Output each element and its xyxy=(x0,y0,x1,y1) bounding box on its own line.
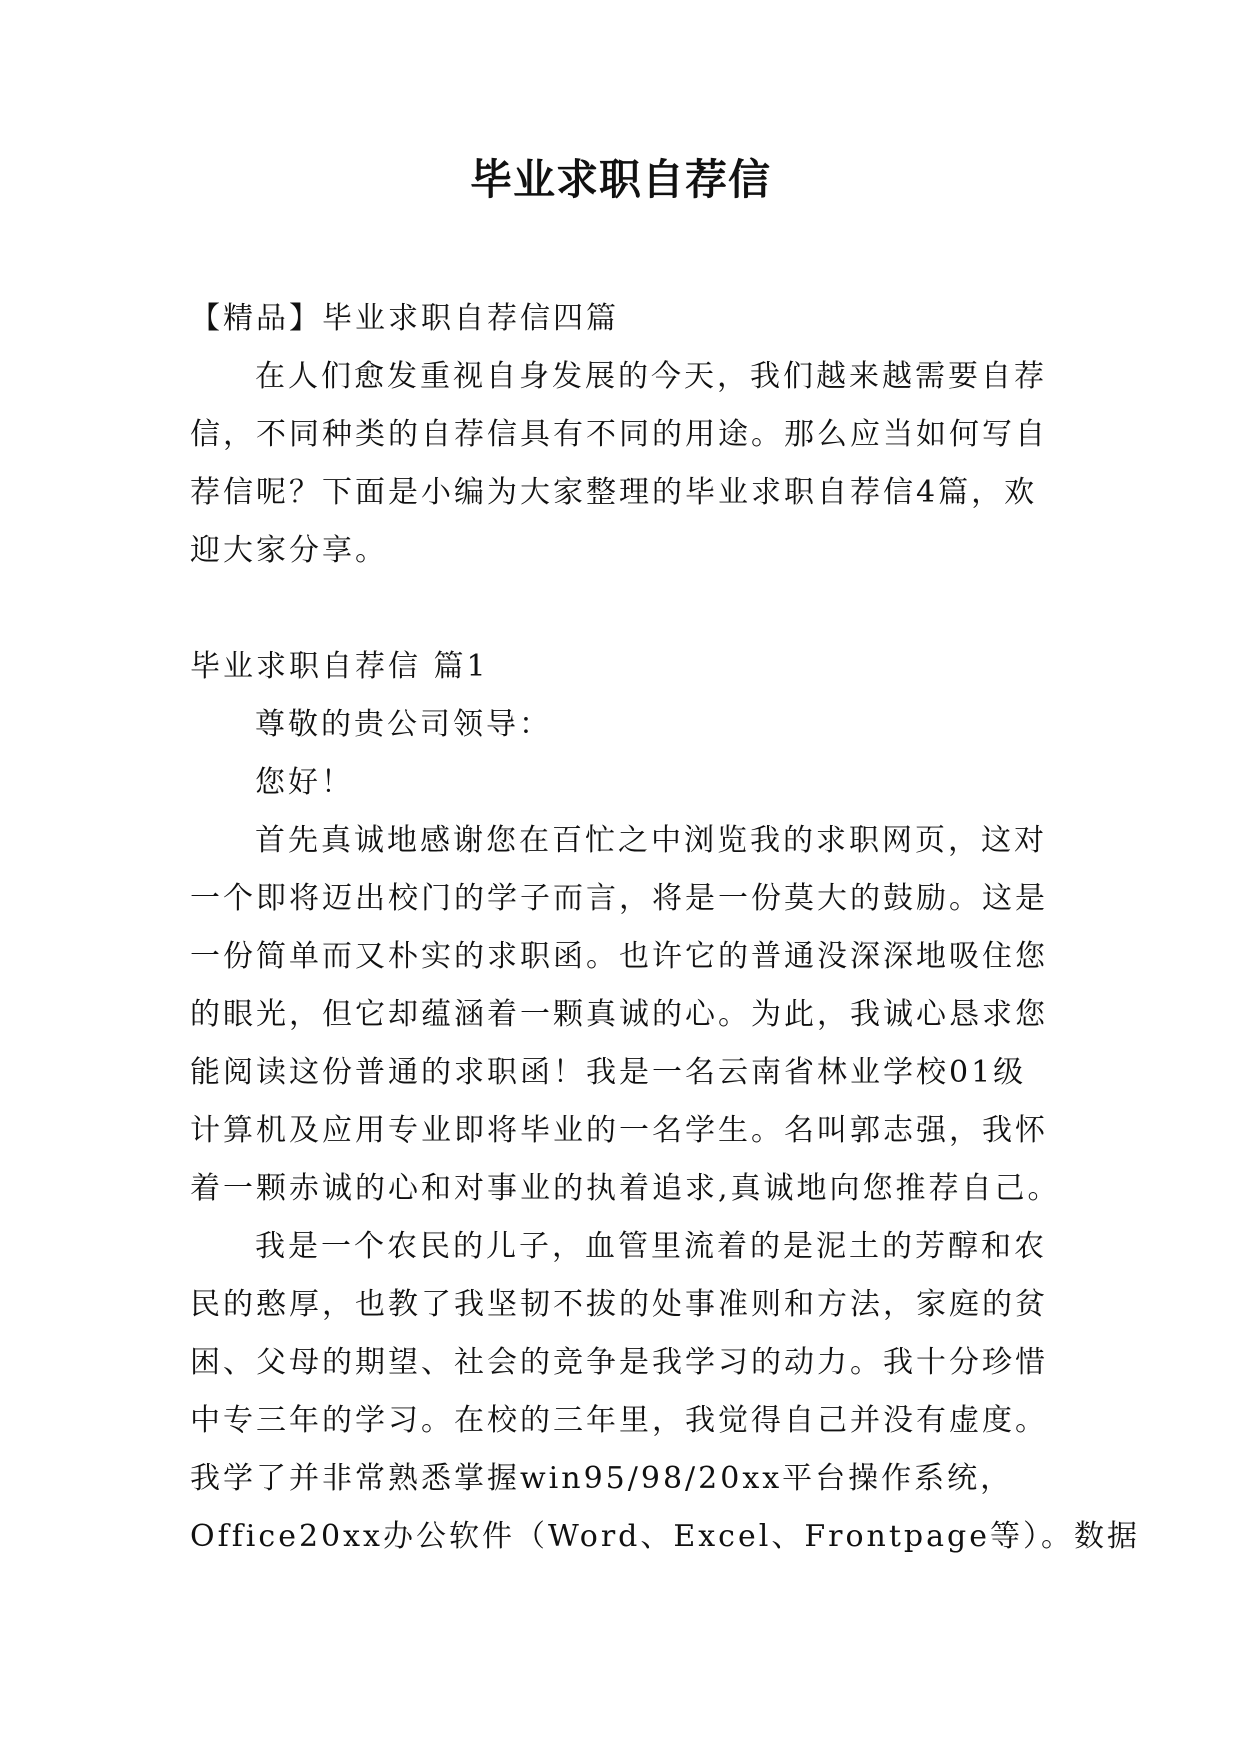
blank-line xyxy=(190,580,1050,638)
paragraph-line: 首先真诚地感谢您在百忙之中浏览我的求职网页，这对 xyxy=(255,823,1047,858)
paragraph-line: 民的憨厚，也教了我坚韧不拔的处事准则和方法，家庭的贫 xyxy=(190,1287,1048,1322)
paragraph-line: 一份简单而又朴实的求职函。也许它的普通没深深地吸住您 xyxy=(190,939,1048,974)
paragraph-line: 在人们愈发重视自身发展的今天，我们越来越需要自荐 xyxy=(255,359,1047,394)
paragraph-line: 我是一个农民的儿子，血管里流着的是泥土的芳醇和农 xyxy=(255,1229,1047,1264)
paragraph-line: 一个即将迈出校门的学子而言，将是一份莫大的鼓励。这是 xyxy=(190,881,1048,916)
intro-heading: 【精品】毕业求职自荐信四篇 xyxy=(190,301,619,336)
paragraph-line: 中专三年的学习。在校的三年里，我觉得自己并没有虚度。 xyxy=(190,1403,1048,1438)
paragraph-line: 着一颗赤诚的心和对事业的执着追求,真诚地向您推荐自己。 xyxy=(190,1171,1061,1206)
greeting: 您好！ xyxy=(255,765,354,800)
paragraph-line: 信，不同种类的自荐信具有不同的用途。那么应当如何写自 xyxy=(190,417,1048,452)
paragraph-line: Office20xx办公软件（Word、Excel、Frontpage等）。数据 xyxy=(190,1519,1140,1554)
section-heading: 毕业求职自荐信 篇1 xyxy=(190,649,489,684)
paragraph-line: 的眼光，但它却蕴涵着一颗真诚的心。为此，我诚心恳求您 xyxy=(190,997,1048,1032)
paragraph-line: 困、父母的期望、社会的竞争是我学习的动力。我十分珍惜 xyxy=(190,1345,1048,1380)
salutation: 尊敬的贵公司领导： xyxy=(255,707,552,742)
paragraph-line: 荐信呢？下面是小编为大家整理的毕业求职自荐信4篇，欢 xyxy=(190,475,1038,510)
paragraph-line: 我学了并非常熟悉掌握win95/98/20xx平台操作系统， xyxy=(190,1461,1014,1496)
paragraph-line: 计算机及应用专业即将毕业的一名学生。名叫郭志强，我怀 xyxy=(190,1113,1048,1148)
document-title: 毕业求职自荐信 xyxy=(469,155,771,204)
document-body xyxy=(190,290,1140,1566)
paragraph-line: 能阅读这份普通的求职函！我是一名云南省林业学校01级 xyxy=(190,1055,1027,1090)
paragraph-line: 迎大家分享。 xyxy=(190,533,388,568)
